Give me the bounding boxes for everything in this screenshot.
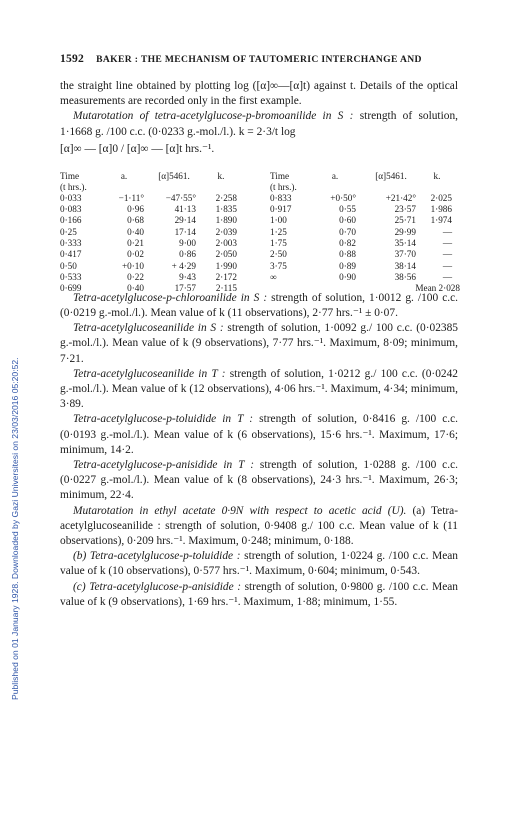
table-cell: ∞ <box>270 271 277 282</box>
table-cell: 0·50 <box>60 260 77 271</box>
table-cell: 38·14 <box>394 260 416 271</box>
table-cell: 1·00 <box>270 215 287 226</box>
result-paragraph <box>60 291 458 321</box>
table-cell: 0·40 <box>127 226 144 237</box>
table-cell: 35·14 <box>394 238 416 248</box>
table-cell: 0·70 <box>339 226 356 237</box>
intro-paragraph: the straight line obtained by plotting log ([α]∞—[α]t) against t. Details of the optical measurements are recorded only in the first example. <box>60 80 458 108</box>
table-column <box>314 171 356 295</box>
table-column <box>205 171 237 295</box>
table-cell: 0·96 <box>127 204 144 215</box>
result-text: strength of solution, 0·9800 g. /100 c.c. Mean value of k (9 observations), 1·69 hrs.⁻¹. Maximum, 1·88; minimum, 1·55. <box>60 580 459 608</box>
table-cell: 29·14 <box>174 215 196 226</box>
table-cell: 2·003 <box>215 238 237 248</box>
table-cell: + 4·29 <box>171 260 196 271</box>
table-cell: 3·75 <box>270 260 287 271</box>
table-cell: 0·917 <box>270 204 292 215</box>
bromo-text: strength of solution, 1·1668 g. /100 c.c. (0·0233 g.-mol./l.). <box>60 110 459 138</box>
table-cell: −47·55° <box>165 192 196 203</box>
table-cell: 2·172 <box>215 271 237 282</box>
result-lead: Tetra-acetylglucoseanilide in T : <box>73 367 226 380</box>
table-cell: 23·57 <box>394 204 416 215</box>
table-column-header: a. <box>120 170 128 181</box>
results-paragraphs <box>60 291 458 610</box>
table-cell: — <box>442 271 452 282</box>
table-cell: 2·115 <box>215 283 237 294</box>
table-column <box>270 171 308 295</box>
running-title: BAKER : THE MECHANISM OF TAUTOMERIC INTERCHANGE AND <box>96 54 422 65</box>
table-cell: 0·02 <box>127 249 144 260</box>
table-cell: 1·835 <box>215 204 237 215</box>
table-cell: 2·50 <box>270 249 287 260</box>
table-column-header: a. <box>331 170 339 181</box>
table-cell: 0·90 <box>339 271 356 282</box>
table-cell: 0·89 <box>339 260 356 271</box>
table-cell: 0·25 <box>60 226 77 237</box>
page-body <box>60 52 458 610</box>
table-column <box>366 171 416 295</box>
table-cell: −1·11° <box>118 192 144 203</box>
bromo-k-equation: k = 2·3/t log <box>238 125 296 138</box>
table-cell: — <box>442 226 452 237</box>
table-cell: 2·025 <box>430 192 452 203</box>
bromo-paragraph <box>60 109 458 139</box>
result-lead: (c) Tetra-acetylglucose-p-anisidide : <box>73 580 242 593</box>
table-cell: 0·55 <box>339 204 356 215</box>
table-cell: 1·75 <box>270 238 287 248</box>
result-text: strength of solution, 1·0224 g. /100 c.c. Mean value of k (10 observations), 0·577 hrs.⁻¹. Maximum, 0·604; minimum, 0·543. <box>60 550 459 578</box>
result-lead: Tetra-acetylglucose-p-chloroanilide in S : <box>73 291 268 304</box>
result-lead: Mutarotation in ethyl acetate 0·9N with respect to acetic acid (U). <box>73 504 407 517</box>
table-column <box>422 171 452 295</box>
table-column-header: [α]5461. <box>375 170 407 181</box>
result-paragraph <box>60 458 458 504</box>
result-lead: (b) Tetra-acetylglucose-p-toluidide : <box>73 550 241 563</box>
table-cell: 1·990 <box>215 260 237 271</box>
mutarotation-table <box>60 170 460 294</box>
table-cell: 0·60 <box>339 215 356 226</box>
table-cell: 37·70 <box>394 249 416 260</box>
table-cell: 9·43 <box>179 271 196 282</box>
table-column <box>60 171 98 295</box>
table-cell: 25·71 <box>394 215 416 226</box>
table-cell <box>314 283 356 294</box>
table-column-header: k. <box>433 170 441 181</box>
table-cell: 1·25 <box>270 226 287 237</box>
table-column-header: Time (t hrs.). <box>270 170 297 193</box>
result-text: strength of solution, 1·0092 g./ 100 c.c. (0·02385 g.-mol./l.). Mean value of k (9 observations), 7·77 hrs.⁻¹. Maximum, 8·09; minimum, 7·21. <box>60 322 459 365</box>
table-cell: — <box>442 260 452 271</box>
table-cell: 0·86 <box>179 249 196 260</box>
table-cell: 0·533 <box>60 271 82 282</box>
result-text: strength of solution, 1·0288 g. /100 c.c. (0·0227 g.-mol./l.). Mean value of k (8 observations), 24·3 hrs.⁻¹. Maximum, 26·3; minimum, 22·4. <box>60 459 458 502</box>
download-watermark <box>2 140 18 700</box>
result-text: strength of solution, 1·0212 g./ 100 c.c. (0·0242 g.-mol./l.). Mean value of k (12 observations), 4·06 hrs.⁻¹. Maximum, 4·34; minimum, 3·89. <box>60 367 458 411</box>
page-number: 1592 <box>60 52 84 65</box>
table-cell: 0·68 <box>127 215 144 226</box>
result-text: strength of solution, 0·8416 g. /100 c.c. (0·0193 g.-mol./l.). Mean value of k (6 observations), 15·6 hrs.⁻¹. Maximum, 17·6; minimum, 14·2. <box>60 413 458 456</box>
table-cell <box>270 283 308 294</box>
bromo-fraction: [α]∞ — [α]0 / [α]∞ — [α]t hrs.⁻¹. <box>60 142 215 155</box>
result-text: strength of solution, 1·0012 g. /100 c.c. (0·0219 g.-mol./l.). Mean value of k (11 observations), 2·77 hrs.⁻¹ ± 0·07. <box>60 291 459 320</box>
result-paragraph <box>60 321 458 367</box>
result-text: (a) Tetra-acetylglucoseanilide : strength of solution, 0·9408 g./ 100 c.c. Mean value of k (11 observations), 0·209 hrs.⁻¹. Maximum, 0·248; minimum, 0·188. <box>60 504 458 548</box>
table-cell: 0·417 <box>60 249 82 260</box>
table-cell: 2·258 <box>215 192 237 203</box>
table-cell: 2·050 <box>215 249 237 260</box>
table-cell: 29·99 <box>394 226 416 237</box>
bromo-title: Mutarotation of tetra-acetylglucose-p-bromoanilide in S : <box>73 110 354 123</box>
table-cell: 0·699 <box>60 283 82 294</box>
table-cell: 0·40 <box>127 283 144 294</box>
table-cell: 0·083 <box>60 204 82 215</box>
download-watermark-text: Published on 01 January 1928. Downloaded by Gazi Universitesi on 23/03/2016 05:20:52. <box>10 357 20 700</box>
table-cell: 0·88 <box>339 249 356 260</box>
table-cell: +0·10 <box>121 260 144 271</box>
table-column <box>152 171 196 295</box>
table-cell: — <box>442 238 452 248</box>
table-cell: 17·57 <box>174 283 196 294</box>
table-cell: 17·14 <box>174 226 196 237</box>
table-cell: +0·50° <box>330 192 356 203</box>
table-column <box>104 171 144 295</box>
table-cell: 38·56 <box>394 271 416 282</box>
table-cell: 2·039 <box>215 226 237 237</box>
table-cell: 1·890 <box>215 215 237 226</box>
result-paragraph <box>60 367 458 413</box>
table-cell: 1·974 <box>430 215 452 226</box>
result-lead: Tetra-acetylglucose-p-toluidide in T : <box>73 413 254 426</box>
result-paragraph <box>60 580 458 610</box>
table-cell: 0·333 <box>60 238 82 248</box>
table-column-header: Time (t hrs.). <box>60 170 87 193</box>
table-cell: 41·13 <box>174 204 196 215</box>
table-cell: 0·166 <box>60 215 82 226</box>
table-cell: 0·21 <box>127 238 144 248</box>
table-cell: 0·22 <box>127 271 144 282</box>
result-paragraph <box>60 412 458 458</box>
result-lead: Tetra-acetylglucose-p-anisidide in T : <box>73 459 254 472</box>
table-cell: — <box>442 249 452 260</box>
table-mean: Mean 2·028 <box>415 283 460 294</box>
table-cell: 0·033 <box>60 192 82 203</box>
table-cell: +21·42° <box>385 192 416 203</box>
result-paragraph <box>60 549 458 579</box>
running-header <box>60 52 458 65</box>
table-cell: 0·82 <box>339 238 356 248</box>
result-paragraph <box>60 504 458 550</box>
table-cell: 9·00 <box>179 238 196 248</box>
table-column-header: k. <box>217 170 225 181</box>
table-column-header: [α]5461. <box>158 170 190 181</box>
table-cell: 1·986 <box>430 204 452 215</box>
table-cell: 0·833 <box>270 192 292 203</box>
result-lead: Tetra-acetylglucoseanilide in S : <box>73 322 224 335</box>
